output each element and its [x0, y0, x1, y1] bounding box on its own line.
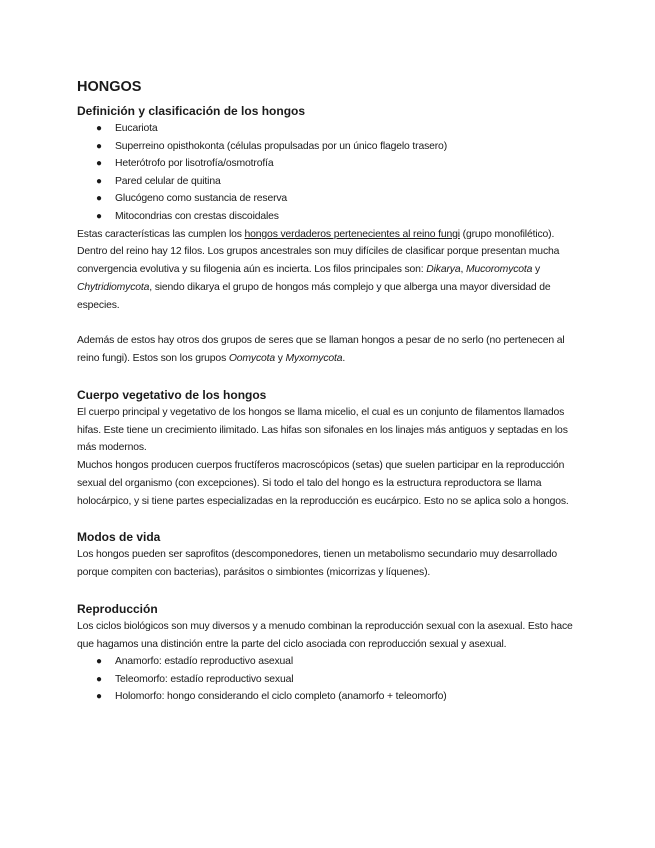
bullet-icon: ●	[96, 656, 102, 668]
document-page	[77, 78, 582, 706]
underlined-term: hongos verdaderos pertenecientes al reino fungi	[244, 228, 460, 240]
list-item: ● Mitocondrias con crestas discoidales	[77, 208, 582, 226]
paragraph-setas: Muchos hongos producen cuerpos fructíferos macroscópicos (setas) que suelen participar en la reproducción sexual del organismo (con excepciones). Si todo el talo del hongo es la estructura reproductora se llama holocárpico, y si tiene partes especializadas en la reproducción es eucárpico. Esto no se aplica solo a hongos.	[77, 460, 569, 507]
bullet-icon: ●	[96, 673, 102, 685]
taxon-name: Dikarya	[426, 264, 461, 276]
morph-list	[77, 653, 582, 706]
section-heading-definicion: Definición y clasificación de los hongos	[77, 104, 306, 118]
taxon-name: Oomycota	[228, 353, 276, 365]
list-item: ● Holomorfo: hongo considerando el ciclo completo (anamorfo + teleomorfo)	[77, 688, 582, 706]
taxon-name: Mucoromycota	[465, 264, 533, 276]
paragraph-reproduccion: Los ciclos biológicos son muy diversos y a menudo combinan la reproducción sexual con la asexual. Esto hace que hagamos una distinción entre la parte del ciclo asociada con reproducción sexual y asexual.	[77, 620, 573, 650]
section-heading-modos: Modos de vida	[77, 530, 161, 545]
bullet-icon: ●	[96, 210, 102, 222]
taxon-name: Myxomycota	[285, 353, 343, 365]
section-heading-cuerpo: Cuerpo vegetativo de los hongos	[77, 387, 267, 402]
bullet-icon: ●	[96, 123, 102, 134]
list-item: ● Anamorfo: estadío reproductivo asexual	[77, 653, 582, 671]
list-item: ● Glucógeno como sustancia de reserva	[77, 190, 582, 208]
list-item: ● Pared celular de quitina	[77, 173, 582, 191]
paragraph-micelio: El cuerpo principal y vegetativo de los hongos se llama micelio, el cual es un conjunto de filamentos llamados hifas. Este tiene un crecimiento ilimitado. Las hifas son sifonales en los linajes más antiguos y septadas en los más modernos.	[77, 406, 568, 454]
paragraph-other-groups: Además de estos hay otros dos grupos de seres que se llaman hongos a pesar de no serlo (no pertenecen al reino fungi). Estos son los grupos Oomycota y Myxomycota.	[77, 335, 565, 365]
bullet-icon: ●	[96, 193, 102, 205]
section-heading-reproduccion: Reproducción	[77, 601, 158, 616]
bullet-icon: ●	[96, 175, 102, 187]
bullet-icon: ●	[96, 140, 102, 152]
list-item: ● Teleomorfo: estadío reproductivo sexual	[77, 671, 582, 689]
taxon-name: Chytridiomycota	[77, 281, 150, 293]
list-item: ● Heterótrofo por lisotrofía/osmotrofía	[77, 155, 582, 173]
list-item: ● Superreino opisthokonta (células propulsadas por un único flagelo trasero)	[77, 138, 582, 156]
characteristics-list	[77, 120, 582, 226]
paragraph-classification: Estas características las cumplen los hongos verdaderos pertenecientes al reino fungi (grupo monofilético). Dentro del reino hay 12 filos. Los grupos ancestrales son muy difíciles de clasificar porque presentan mucha convergencia evolutiva y su filogenia aún es incierta. Los filos principales son: Dikarya, Mucoromycota y Chytridiomycota, siendo dikarya el grupo de hongos más complejo y que alberga una mayor diversidad de especies.	[77, 228, 560, 311]
document-title: HONGOS	[77, 79, 142, 95]
bullet-icon: ●	[96, 691, 102, 703]
paragraph-modos: Los hongos pueden ser saprofitos (descomponedores, tienen un metabolismo secundario muy desarrollado porque compiten con bacterias), parásitos o simbiontes (micorrizas y líquenes).	[77, 549, 558, 579]
list-item: ● Eucariota	[77, 120, 582, 138]
bullet-icon: ●	[96, 158, 102, 170]
